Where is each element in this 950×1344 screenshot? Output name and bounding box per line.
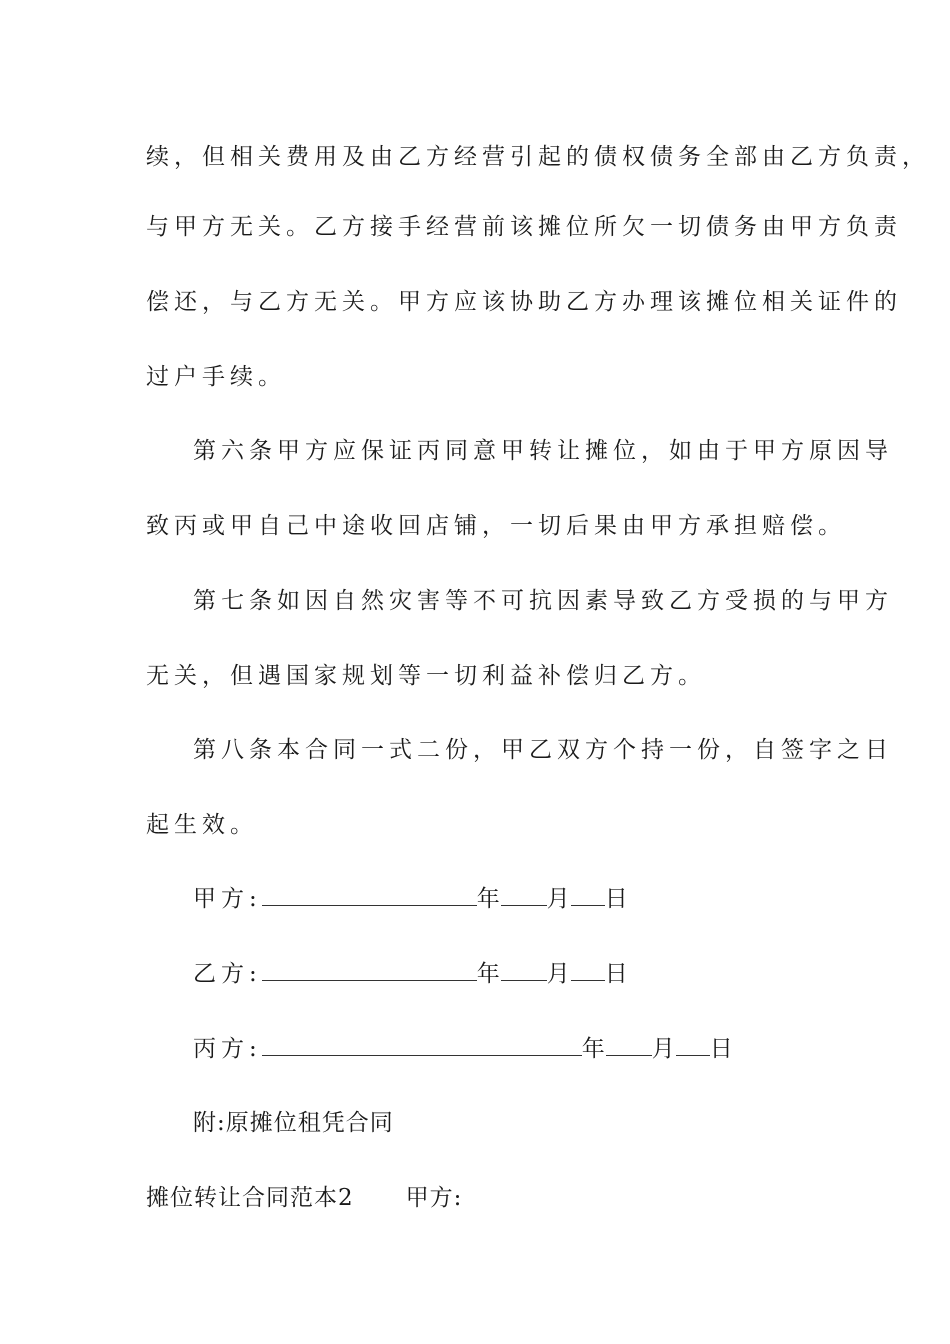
article-6-line: 第六条甲方应保证丙同意甲转让摊位，如由于甲方原因导 <box>193 438 893 464</box>
month-blank <box>606 1035 652 1056</box>
signature-party-b <box>193 959 629 989</box>
year-label: 年 <box>581 1036 606 1062</box>
month-blank <box>501 885 547 906</box>
attachment-note: 附:原摊位租凭合同 <box>193 1110 394 1136</box>
paragraph-line: 偿还，与乙方无关。甲方应该协助乙方办理该摊位相关证件的 <box>146 289 902 315</box>
month-blank <box>501 960 547 981</box>
signature-party-c <box>193 1034 734 1064</box>
day-blank <box>571 885 605 906</box>
month-label: 月 <box>546 961 571 987</box>
party-b-label: 乙方: <box>193 961 262 987</box>
party-c-label: 丙方: <box>193 1036 262 1062</box>
signature-blank <box>262 960 477 981</box>
year-label: 年 <box>476 961 501 987</box>
paragraph-line: 致丙或甲自己中途收回店铺，一切后果由甲方承担赔偿。 <box>146 513 846 539</box>
year-label: 年 <box>476 886 501 912</box>
day-blank <box>676 1035 710 1056</box>
signature-blank <box>262 885 477 906</box>
paragraph-line: 过户手续。 <box>146 364 286 390</box>
day-blank <box>571 960 605 981</box>
signature-blank <box>262 1035 582 1056</box>
month-label: 月 <box>546 886 571 912</box>
signature-party-a <box>193 884 629 914</box>
day-label: 日 <box>709 1036 734 1062</box>
month-label: 月 <box>651 1036 676 1062</box>
party-a-label: 甲方: <box>193 886 262 912</box>
article-7-line: 第七条如因自然灾害等不可抗因素导致乙方受损的与甲方 <box>193 588 893 614</box>
contract-title: 摊位转让合同范本2 <box>146 1185 354 1211</box>
day-label: 日 <box>604 961 629 987</box>
day-label: 日 <box>604 886 629 912</box>
paragraph-line: 无关，但遇国家规划等一切利益补偿归乙方。 <box>146 663 706 689</box>
paragraph-line: 起生效。 <box>146 812 258 838</box>
paragraph-line: 续，但相关费用及由乙方经营引起的债权债务全部由乙方负责， <box>146 144 930 170</box>
next-contract-heading <box>146 1183 462 1213</box>
party-a-label: 甲方: <box>405 1185 463 1211</box>
paragraph-line: 与甲方无关。乙方接手经营前该摊位所欠一切债务由甲方负责 <box>146 214 902 240</box>
article-8-line: 第八条本合同一式二份，甲乙双方个持一份，自签字之日 <box>193 737 893 763</box>
